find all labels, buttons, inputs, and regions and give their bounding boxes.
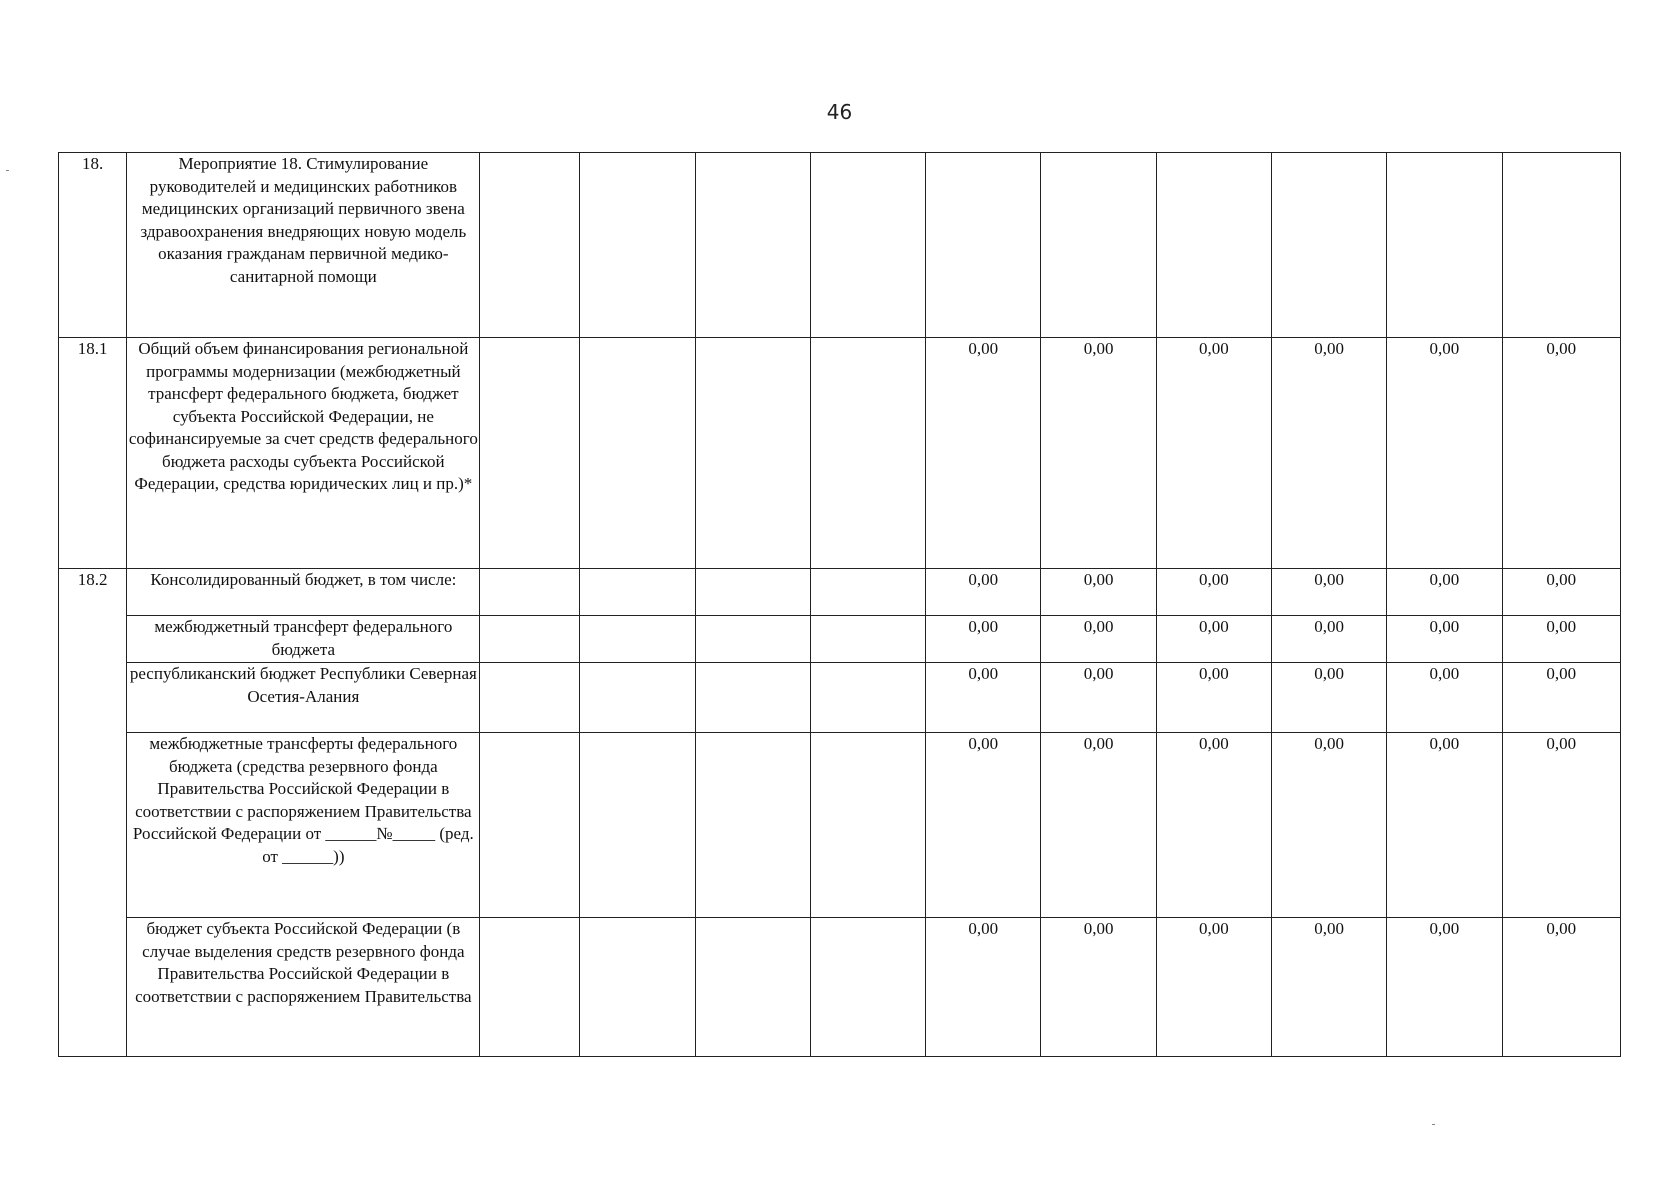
- value-cell: 0,00: [1156, 918, 1271, 1057]
- value-cell: 0,00: [1272, 569, 1387, 616]
- value-cell: [1156, 153, 1271, 338]
- empty-cell: [810, 338, 925, 569]
- value-cell: 0,00: [1272, 663, 1387, 733]
- value-cell: [1502, 153, 1620, 338]
- value-cell: 0,00: [1502, 616, 1620, 663]
- empty-cell: [810, 616, 925, 663]
- value-cell: 0,00: [1272, 918, 1387, 1057]
- value-cell: 0,00: [1387, 569, 1502, 616]
- value-cell: 0,00: [1387, 733, 1502, 918]
- scan-speck: [1432, 1124, 1435, 1125]
- table-row: [59, 663, 1621, 733]
- value-cell: 0,00: [1387, 616, 1502, 663]
- row-description: межбюджетные трансферты федерального бюджета (средства резервного фонда Правительства Российской Федерации в соответствии с распоряжением Правительства Российской Федерации от ______№_____ (ред. от ______)): [127, 733, 480, 918]
- empty-cell: [695, 733, 810, 918]
- empty-cell: [810, 918, 925, 1057]
- empty-cell: [695, 918, 810, 1057]
- value-cell: 0,00: [1156, 338, 1271, 569]
- value-cell: 0,00: [926, 338, 1041, 569]
- scan-speck: [6, 170, 9, 171]
- empty-cell: [580, 153, 695, 338]
- empty-cell: [480, 663, 580, 733]
- row-number: 18.1: [59, 338, 127, 569]
- empty-cell: [810, 663, 925, 733]
- value-cell: [1041, 153, 1156, 338]
- value-cell: 0,00: [1272, 733, 1387, 918]
- value-cell: 0,00: [926, 918, 1041, 1057]
- value-cell: 0,00: [1502, 338, 1620, 569]
- value-cell: [1387, 153, 1502, 338]
- value-cell: 0,00: [1041, 338, 1156, 569]
- empty-cell: [480, 338, 580, 569]
- value-cell: 0,00: [1502, 918, 1620, 1057]
- empty-cell: [695, 153, 810, 338]
- value-cell: [926, 153, 1041, 338]
- value-cell: 0,00: [926, 663, 1041, 733]
- value-cell: 0,00: [1502, 569, 1620, 616]
- row-description: Мероприятие 18. Стимулирование руководителей и медицинских работников медицинских организаций первичного звена здравоохранения внедряющих новую модель оказания гражданам первичной медико-санитарной помощи: [127, 153, 480, 338]
- financing-table: [58, 152, 1621, 1057]
- empty-cell: [480, 569, 580, 616]
- value-cell: 0,00: [1041, 918, 1156, 1057]
- row-description: республиканский бюджет Республики Северная Осетия-Алания: [127, 663, 480, 733]
- value-cell: 0,00: [1156, 663, 1271, 733]
- empty-cell: [580, 663, 695, 733]
- empty-cell: [580, 616, 695, 663]
- value-cell: 0,00: [1156, 616, 1271, 663]
- value-cell: 0,00: [1502, 733, 1620, 918]
- value-cell: 0,00: [1041, 663, 1156, 733]
- empty-cell: [480, 616, 580, 663]
- empty-cell: [695, 569, 810, 616]
- empty-cell: [480, 153, 580, 338]
- row-number: 18.: [59, 153, 127, 338]
- value-cell: 0,00: [1272, 616, 1387, 663]
- empty-cell: [580, 733, 695, 918]
- table-row: [59, 918, 1621, 1057]
- value-cell: 0,00: [1156, 733, 1271, 918]
- value-cell: 0,00: [1387, 663, 1502, 733]
- empty-cell: [480, 918, 580, 1057]
- value-cell: 0,00: [1156, 569, 1271, 616]
- empty-cell: [810, 153, 925, 338]
- value-cell: [1272, 153, 1387, 338]
- empty-cell: [480, 733, 580, 918]
- page-number: 46: [826, 100, 853, 124]
- table-row: [59, 733, 1621, 918]
- empty-cell: [695, 663, 810, 733]
- empty-cell: [695, 616, 810, 663]
- value-cell: 0,00: [1387, 338, 1502, 569]
- value-cell: 0,00: [926, 616, 1041, 663]
- value-cell: 0,00: [1041, 733, 1156, 918]
- value-cell: 0,00: [926, 569, 1041, 616]
- value-cell: 0,00: [1041, 616, 1156, 663]
- table-row: [59, 338, 1621, 569]
- empty-cell: [580, 338, 695, 569]
- row-description: Общий объем финансирования региональной программы модернизации (межбюджетный трансферт федерального бюджета, бюджет субъекта Российской Федерации, не софинансируемые за счет средств федерального бюджета расходы субъекта Российской Федерации, средства юридических лиц и пр.)*: [127, 338, 480, 569]
- value-cell: 0,00: [926, 733, 1041, 918]
- row-description: Консолидированный бюджет, в том числе:: [127, 569, 480, 616]
- empty-cell: [580, 918, 695, 1057]
- table-row: [59, 153, 1621, 338]
- table-row: [59, 569, 1621, 616]
- empty-cell: [580, 569, 695, 616]
- row-description: межбюджетный трансферт федерального бюджета: [127, 616, 480, 663]
- row-number: 18.2: [59, 569, 127, 1057]
- value-cell: 0,00: [1502, 663, 1620, 733]
- empty-cell: [810, 569, 925, 616]
- table-row: [59, 616, 1621, 663]
- row-description: бюджет субъекта Российской Федерации (в случае выделения средств резервного фонда Правительства Российской Федерации в соответствии с распоряжением Правительства: [127, 918, 480, 1057]
- empty-cell: [695, 338, 810, 569]
- value-cell: 0,00: [1387, 918, 1502, 1057]
- value-cell: 0,00: [1041, 569, 1156, 616]
- value-cell: 0,00: [1272, 338, 1387, 569]
- empty-cell: [810, 733, 925, 918]
